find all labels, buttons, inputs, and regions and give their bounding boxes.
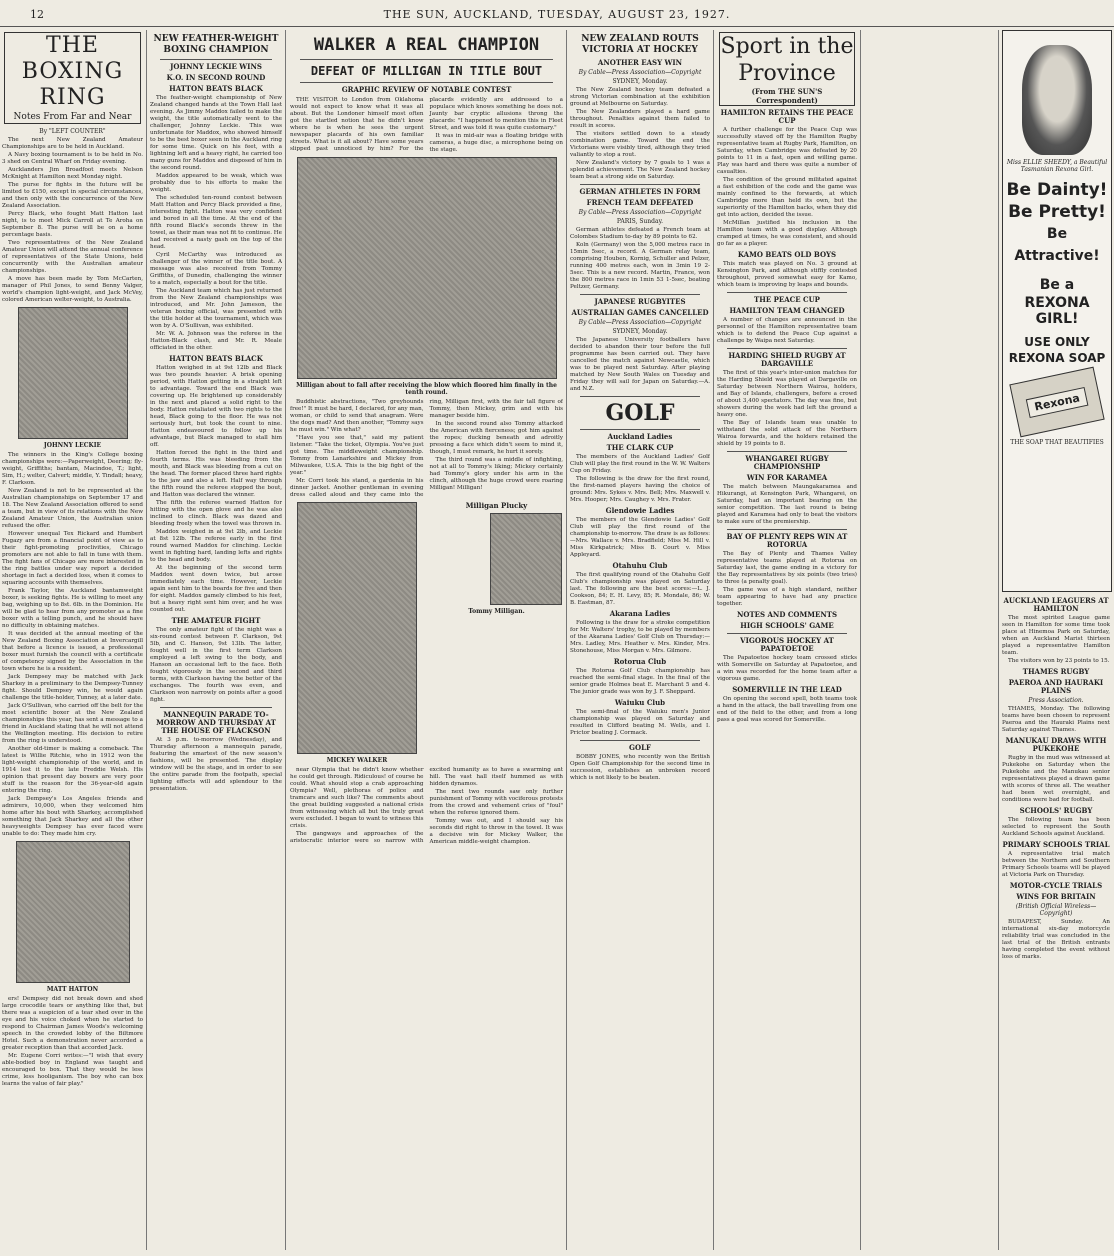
- subheadline: GOLF: [629, 743, 651, 752]
- article-paragraph: The next two rounds saw only further punishment of Tommy with vociferous protests from the crowd and vehement cries of "foul" when the referee ignored them.: [429, 789, 563, 816]
- article-paragraph: Mr. W. A. Johnson was the referee in the Hatton-Black clash, and Mr. R. Meale officiated in the other.: [150, 331, 282, 351]
- tommy-milligan-photo: [490, 513, 562, 605]
- column-rule: [998, 30, 999, 1250]
- article-paragraph: A further challenge for the Peace Cup was successfully staved off by the Hamilton Rugby representative team at Rugby Park, Hamilton, on Saturday, when Cambridge was defeated by 20 points to 11 in a fast, open and willing game. Play was hard and there was quite a number of casualties.: [717, 127, 857, 175]
- ad-tagline: THE SOAP THAT BEAUTIFIES: [1010, 439, 1104, 446]
- article-paragraph: The Papatoetoe hockey team crossed sticks with Somerville on Saturday at Papatoetoe, and a win was recorded for the home team after a vigorous game.: [717, 655, 857, 682]
- article-paragraph: McMillan justified his inclusion in the Hamilton team with a good display. Although cramped at times, he was consistent, and should go far as a player.: [717, 220, 857, 247]
- mickey-walker-figure: [290, 499, 424, 767]
- column-rule: [566, 30, 567, 1250]
- article-paragraph: The most spirited League game seen in Hamilton for some time took place at Hinemoa Park on Saturday, when an Auckland Marist thirteen played a representative Hamilton team.: [1002, 615, 1110, 656]
- divider: [727, 451, 847, 452]
- article-paragraph: Koln (Germany) won the 5,000 metres race in 15min 5sec, a record. A German relay team, comprising Houben, Kornig, Schuller and Pelzer, running 400 metres each, won in 3min 19 2-5sec. This is a new record. Martin, France, won the 800 metres race in 1min 53 1-5sec, beating Peltzer, Germany.: [570, 242, 710, 290]
- article-paragraph: German athletes defeated a French team at Colombes Stadium to-day by 89 points to 62.: [570, 227, 710, 240]
- article-paragraph: This match was played on No. 3 ground at Kensington Park, and although stiffly contested throughout, proved somewhat easy for Kamo, which team is improving by leaps and bounds.: [717, 261, 857, 288]
- divider: [580, 184, 700, 185]
- article-paragraph: Maddox weighed in at 9st 2lb, and Leckie at 8st 12lb. The referee early in the first round warned Maddox for clinching. Leckie went in fighting hard, landing lefts and rights to the head and body.: [150, 529, 282, 563]
- article-paragraph: The purse for fights in the future will be limited to £150, except in special circumstances, and then only with the concurrence of the New Zealand Association.: [2, 182, 143, 209]
- subheadline-graphic: GRAPHIC REVIEW OF NOTABLE CONTEST: [341, 85, 512, 94]
- article-paragraph: Jack Dempsey's Los Angeles friends and admirers, 10,000, when they welcomed him home after his bout with Sharkey, accomplished something that Jack Sharkey and all the other heavyweights Dempsey has ever faced were unable to do: They made him cry.: [2, 796, 143, 837]
- article-paragraph: Hatton forced the fight in the third and fourth terms. His was bleeding from the mouth, and Black was bleeding from a cut on the head. The former placed three hard rights to the jaw and also a left. Half way through the fifth round the referee stopped the bout, and Hatton was declared the winner.: [150, 450, 282, 498]
- subheadline-defeat: DEFEAT OF MILLIGAN IN TITLE BOUT: [310, 64, 543, 78]
- article-paragraph: The feather-weight championship of New Zealand changed hands at the Town Hall last evening. As Jimmy Maddox failed to make the weight, the title automatically went to the challenger, Johnny Leckie. This was unfortunate for Maddox, who showed himself to be the best boxer seen in the Auckland ring for some time. Quick on his feet, with a lightning left and a heavy right, he carried too many guns for Maddox and disposed of him in the second round.: [150, 95, 282, 171]
- boxing-ring-title: THE BOXING RING: [21, 33, 124, 110]
- article-paragraph: The New Zealanders played a hard game throughout. Penalties against them failed to result in scores.: [570, 109, 710, 129]
- subheadline: AUSTRALIAN GAMES CANCELLED: [571, 308, 709, 317]
- subheadline: AUCKLAND LEAGUERS AT HAMILTON: [1003, 596, 1109, 613]
- photo-caption: JOHNNY LECKIE: [43, 442, 102, 449]
- subheadline: THAMES RUGBY: [1022, 667, 1090, 676]
- subheadline: SCHOOLS' RUGBY: [1019, 806, 1093, 815]
- column-rule: [713, 30, 714, 1250]
- article-paragraph: Hatton weighed in at 9st 12lb and Black was two pounds heavier. A brisk opening period, with Hatton getting in a straight left to advantage. Toward the end Black was covering up. He brightened up considerably in the next and placed a solid right to the body. Hatton retaliated with two rights to the head, Black going to the floor. He was not seriously hurt, but took the count to nine. Hatton endeavoured to follow up his advantage, but Black managed to stall him off.: [150, 365, 282, 448]
- article-paragraph: Mr. Corri took his stand, a gardenia in his dinner jacket. Another gentleman in evening dress called aloud and they came into the ring, Milligan first, with the fair tall figure of Tommy, then Mickey, grim and with his manager beside him.: [290, 399, 563, 498]
- photo-row: [290, 499, 563, 767]
- ad-slogan: Be a: [1039, 277, 1075, 293]
- column-rule: [860, 30, 861, 1250]
- subheadline: THE AMATEUR FIGHT: [171, 616, 261, 625]
- article-paragraph: The game was of a high standard, neither team appearing to have had any practice together.: [717, 587, 857, 607]
- subheadline: THE PEACE CUP: [754, 295, 820, 304]
- subheadline: WINS FOR BRITAIN: [1016, 892, 1096, 901]
- byline: By Cable—Press Association—Copyright: [578, 319, 702, 326]
- article-paragraph: "Have you see that," said my patient listener. "Take the ticket, Olympia. You've just got time. The middleweight championship. Tommy from Lanarkshire and Mickey from Milwaukee, U.S.A. This is the big fight of the year.": [290, 435, 424, 476]
- matt-hatton-photo: [16, 841, 130, 983]
- milligan-figure: [430, 499, 563, 618]
- subheadline: PAEROA AND HAURAKI PLAINS: [1008, 678, 1104, 695]
- divider: [727, 633, 847, 634]
- subheadline: HIGH SCHOOLS' GAME: [740, 621, 834, 630]
- subheadline: WIN FOR KARAMEA: [746, 473, 828, 482]
- column-sport-province: [717, 30, 857, 1245]
- subheadline: JAPANESE RUGBYITES: [594, 297, 686, 306]
- article-paragraph: The Rotorua Golf Club championship has reached the semi-final stage. In the final of the senior grade Holmes beat E. Marchant 5 and 4. The junior grade was won by J. F. Sheppard.: [570, 668, 710, 695]
- article-paragraph: BUDAPEST, Sunday. An international six-day motorcycle reliability trial was concluded in the last trial of the British entrants having completed the event without loss of marks.: [1002, 919, 1110, 960]
- ad-slogan: Be Pretty!: [1008, 202, 1106, 222]
- article-paragraph: Percy Black, who fought Matt Hatton last night, is to meet Mick Carroll at Te Aroha on September 8. The purse will be on a home percentage basis.: [2, 211, 143, 238]
- byline: By "LEFT COUNTER": [39, 128, 106, 135]
- dateline: SYDNEY, Monday.: [612, 78, 668, 85]
- article-paragraph: The Auckland team which has just returned from the New Zealand championships was introduced, and Mr. John Jameson, the veteran boxing official, was presented with the title holder at the tournament, which was won by A. O'Sullivan, was exhibited.: [150, 288, 282, 329]
- subheadline: SOMERVILLE IN THE LEAD: [732, 685, 842, 694]
- subheadline: Otahuhu Club: [612, 561, 668, 570]
- article-paragraph: The first qualifying round of the Otahuhu Golf Club's championship was played on Saturday last. The following are the best scores:—L. J. Cookson, 84; E. H. Levy, 85; R. Mondale, 86; W. B. Eastman, 87.: [570, 572, 710, 606]
- article-paragraph: Two representatives of the New Zealand Amateur Union will attend the annual conference of representatives of the State Unions, held concurrently with the Australian amateur championships.: [2, 240, 143, 274]
- article-paragraph: The Bay of Plenty and Thames Valley representative teams played at Rotorua on Saturday last, the game ending in a victory for the Bay representatives by six points (two tries) to three (a penalty goal).: [717, 551, 857, 585]
- article-paragraph: The third round was a middle of infighting, not at all to Tommy's liking; Mickey certainly had Tommy's glory under his arm in the clinch, although the huge crowd were roaring Milligan! Milligan!: [429, 457, 563, 491]
- article-paragraph: Frank Taylor, the Auckland bantamweight boxer, is seeking fights. He is willing to meet any bag, weighing up to 8st. 6lb. in the Dominion. He will be glad to hear from any promoter as a fine boxer with a telling punch, and he should have no difficulty in obtaining matches.: [2, 588, 143, 629]
- subheadline: THE CLARK CUP: [606, 443, 674, 452]
- dateline: PARIS, Sunday.: [616, 218, 664, 225]
- article-paragraph: A move has been made by Tom McCarten, manager of Phil Jones, to send Benny Valger, world's champion light-weight, and Jack McVey, colored American welter-weight, to Australia.: [2, 276, 143, 303]
- masthead-title: THE SUN, AUCKLAND, TUESDAY, AUGUST 23, 1927.: [383, 8, 731, 21]
- soap-label: Rexona: [1026, 386, 1088, 417]
- subheadline: Akarana Ladies: [609, 609, 671, 618]
- article-paragraph: The following team has been selected to represent the South Auckland Schools against Auckland.: [1002, 817, 1110, 837]
- article-paragraph: The members of the Glendowie Ladies' Golf Club will play the first round of the championship to-morrow. The draw is as follows:—Mrs. Wallace v. Mrs. Bradfield; Miss M. Hill v. Miss Kirkpatrick; Miss B. Court v. Miss Appleyard.: [570, 517, 710, 558]
- subheadline: NOTES AND COMMENTS: [736, 610, 838, 619]
- johnny-leckie-photo: [18, 307, 128, 439]
- dateline: SYDNEY, Monday.: [612, 328, 668, 335]
- article-paragraph: Maddox appeared to be weak, which was probably due to his efforts to make the weight.: [150, 173, 282, 193]
- divider: [580, 294, 700, 295]
- mickey-walker-photo: [297, 502, 417, 754]
- article-paragraph: The Bay of Islands team was unable to withstand the solid attack of the Northern Wairoa forwards, and the holders retained the shield by 19 points to 8.: [717, 420, 857, 447]
- column-feather-weight: [150, 30, 282, 1245]
- rexona-advertisement: [1002, 30, 1112, 592]
- subheadline: ANOTHER EASY WIN: [597, 58, 683, 67]
- article-paragraph: Another old-timer is making a comeback. The latest is Willie Ritchie, who in 1912 won the light-weight championship of the world, and in 1914 lost it to the late Freddie Welsh. His opinion that present day boxers are very poor stuff is the reason for the 36-year-old again entering the ring.: [2, 746, 143, 794]
- photo-caption: MATT HATTON: [46, 986, 99, 993]
- boxing-ring-subtitle: Notes From Far and Near: [13, 112, 132, 122]
- headline: NEW ZEALAND ROUTS VICTORIA AT HOCKEY: [581, 34, 699, 55]
- subheadline: BAY OF PLENTY REPS WIN AT ROTORUA: [726, 532, 848, 549]
- article-paragraph: The fifth the referee warned Hatton for hitting with the open glove and he was also inclined to clinch. Black was dazed and bleeding freely when the towel was thrown in.: [150, 500, 282, 527]
- subheadline: HAMILTON RETAINS THE PEACE CUP: [720, 108, 854, 125]
- article-paragraph: Following is the draw for a stroke competition for Mr. Walters' trophy, to be played by members of the Akarana Ladies' Golf Club on Thursday:—Mrs. Ladley, Mrs. Heather v. Mrs. Kinder, Mrs. Stonehouse, Miss Morgan v. Mrs. Gilmore.: [570, 620, 710, 654]
- article-paragraph: A representative trial match between the Northern and Southern Primary Schools teams will be played at Victoria Park on Thursday.: [1002, 851, 1110, 878]
- article-paragraph: New Zealand's victory by 7 goals to 1 was a splendid achievement. The New Zealand hockey team beat a strong side on Saturday.: [570, 160, 710, 180]
- article-paragraph: The first of this year's inter-union matches for the Harding Shield was played at Dargaville on Saturday between Northern Wairoa, holders, and Bay of Islands, challengers, before a crowd of about 3,400 spectators. The day was fine, but showers during the week had left the ground a heavy one.: [717, 370, 857, 418]
- article-paragraph: THE VISITOR to London from Oklahoma would not expect to know what it was all about. But the Londoner himself most often got the startled notion that he didn't know where he is when he sees the urgent newspaper placards of his own familiar streets. What is it all about? Have some years slipped past unnoticed by him? For the placards evidently are addressed to a populace which knows something he does not. Jaunty bar cryptic allusions throng the placards: "I happened to mention this in Fleet Street, and was told it was quite customary.": [290, 97, 563, 152]
- subheadline: JOHNNY LECKIE WINS: [170, 62, 262, 71]
- byline: By Cable—Press Association—Copyright: [578, 209, 702, 216]
- article-paragraph: It was decided at the annual meeting of the New Zealand Boxing Association at Invercargill that before a licence is issued, a professional boxer must furnish the council with a certificate of competency signed by the Association in the town where he is a resident.: [2, 631, 143, 672]
- divider: [300, 59, 553, 60]
- subheadline: Glendowie Ladies: [605, 506, 675, 515]
- divider: [580, 740, 700, 741]
- article-paragraph: The following is the draw for the first round, the first-named players having the choice of ground: Mrs. Sykes v. Mrs. Bell; Mrs. Maxwell v. Mrs. Hooper; Mrs. Caughey v. Mrs. Frater.: [570, 476, 710, 503]
- ad-slogan: Be Attractive!: [1014, 226, 1100, 264]
- ad-slogan: REXONA SOAP: [1008, 351, 1106, 365]
- article-paragraph: The scheduled ten-round contest between Matt Hatton and Percy Black provided a fine, interesting fight. Hatton was very confident and bored in all the time. At the end of the fifth round Black's seconds threw in the towel, as their man was not fit to continue. He had received a nasty gash on the top of the head.: [150, 195, 282, 250]
- article-paragraph: The visitors won by 23 points to 15.: [1008, 658, 1110, 664]
- subheadline: MOTOR-CYCLE TRIALS: [1009, 881, 1103, 890]
- model-portrait: [1022, 45, 1092, 155]
- article-paragraph: near Olympia that he didn't know whether he could get through. Ridiculous! of course he could. What should stop a crab approaching Olympia? Well, plethoras of police and tramcars and such like? The comments about the great building suggested a national crisis from witnessing which all but the truly great were excluded. I began to want to witness this crisis.: [290, 767, 424, 829]
- divider: [727, 348, 847, 349]
- article-paragraph: New Zealand is not to be represented at the Australian championships on September 17 and 18. The New Zealand Association offered to send a team, but in view of its relations with the New Zealand Amateur Union, the Australian union refused the offer.: [2, 488, 143, 529]
- sport-province-subtitle: (From THE SUN'S Correspondent): [751, 87, 823, 105]
- photo-caption: Milligan about to fall after receiving the blow which floored him finally in the tenth round.: [296, 382, 557, 396]
- column-rule: [146, 30, 147, 1250]
- article-paragraph: THAMES, Monday. The following teams have been chosen to represent Paeroa and the Hauraki Plains next Saturday against Thames.: [1002, 706, 1110, 733]
- sport-province-title: Sport in the Province: [720, 34, 854, 86]
- article-paragraph: At the beginning of the second term Maddox went down twice, but arose immediately each time. However, Leckie again sent him to the boards for five and then for eight. Maddox gamely climbed to his feet, but a heavy right sent him over, and he was counted out.: [150, 565, 282, 613]
- sport-province-header: [719, 32, 855, 106]
- article-paragraph: The next New Zealand Amateur Championships are to be held in Auckland.: [2, 137, 143, 150]
- article-paragraph: The only amateur fight of the night was a six-round contest between F. Clarkson, 9st 5lb, and C. Hanson, 9st 13lb. The latter, fought well in the first term Clarkson employed a left swing to the body, and Hanson an occasional left to the face. Both fought vigorously in the second and third terms, with Clarkson having the better of the exchanges. The fourth was even, and Clarkson won narrowly on points after a good fight.: [150, 627, 282, 703]
- column-boxing-ring: [2, 30, 143, 1245]
- subheadline: GERMAN ATHLETES IN FORM: [579, 187, 701, 196]
- article-paragraph: At 3 p.m. to-morrow (Wednesday), and Thursday afternoon a mannequin parade, featuring the smartest of the new season's fashions, will be presented. The display window will be the stage, and in order to see the entire parade from the footpath, special lighting effects will add splendour to the presentation.: [150, 737, 282, 792]
- subheadline: K.O. IN SECOND ROUND: [166, 73, 266, 82]
- divider: [300, 82, 553, 83]
- article-paragraph: Jack O'Sullivan, who carried off the belt for the most scientific boxer at the New Zealand championships this year, has sent a message to a friend in Auckland stating that he will not attend the Wellington meeting. His decision to retire from the ring is understood.: [2, 703, 143, 744]
- divider: [160, 59, 272, 60]
- article-paragraph: Jack Dempsey may be matched with Jack Sharkey in a preliminary to the Dempsey-Tunney fight. Should Dempsey win, he would again challenge the title-holder, Tunney, at a later date.: [2, 674, 143, 701]
- subheadline: Waiuku Club: [614, 698, 666, 707]
- divider: [727, 292, 847, 293]
- article-paragraph: The winners in the King's College boxing championships were:—Paperweight, Deering; fly-weight, Griffiths; bantam, Macindoe, T.; light, Sim, H.; welter, Calvert; middle, Y. Tindall; heavy, F. Clarkson.: [2, 452, 143, 486]
- article-paragraph: The members of the Auckland Ladies' Golf Club will play the first round in the W. W. Walters Cup on Friday.: [570, 454, 710, 474]
- photo-caption: Tommy Milligan.: [468, 608, 525, 615]
- article-paragraph: A Navy boxing tournament is to be held in No. 3 shed on Central Wharf on Friday evening.: [2, 152, 143, 165]
- article-body: [290, 767, 563, 846]
- subheadline: VIGOROUS HOCKEY AT PAPATOETOE: [740, 636, 834, 653]
- fight-photo: [297, 157, 557, 379]
- article-paragraph: On opening the second spell, both teams took a hand in the attack, the ball travelling from one end of the field to the other, and from a long pass a goal was scored for Somerville.: [717, 696, 857, 723]
- article-paragraph: However unequal Tex Rickard and Humbert Fugazy are from a financial point of view as to their fight-promoting proclivities, Chicago promoters are not able to fall in tune with them. The fight fans of Chicago are more interested in the ring battles under way report a decided shortage in fact a decided loss, when it comes to squaring accounts with themselves.: [2, 531, 143, 586]
- subheadline: HATTON BEATS BLACK: [169, 354, 263, 363]
- article-paragraph: The Japanese University footballers have decided to abandon their tour before the full programme has been carried out. They have cancelled the match against Newcastle, which was to be played next Saturday. After playing matched by New South Wales on Tuesday and Friday they will sail for Japan on Saturday.—A. and N.Z.: [570, 337, 710, 392]
- boxing-ring-header: [4, 32, 141, 124]
- subheadline: Rotorua Club: [613, 657, 667, 666]
- subheadline: WHANGAREI RUGBY CHAMPIONSHIP: [745, 454, 829, 471]
- article-body: [290, 399, 563, 499]
- article-paragraph: Buddhistic abstractions, "Two greyhounds free!" It must be hard, I declared, for any man, woman, or child to send that anagram. Were the dogs mad? And then another, "Tommy says he must win." Win what?: [290, 399, 424, 433]
- article-paragraph: The New Zealand hockey team defeated a strong Victorian combination at the exhibition ground at Melbourne on Saturday.: [570, 87, 710, 107]
- article-paragraph: The gangways and approaches of the aristocratic interior were so narrow with excited humanity as to have a swarming ant hill. The vast hall itself hummed as with hidden dynamos.: [290, 767, 563, 844]
- divider: [580, 396, 700, 397]
- subheadline: HAMILTON TEAM CHANGED: [729, 306, 845, 315]
- subheadline: HARDING SHIELD RUGBY AT DARGAVILLE: [728, 351, 846, 368]
- article-paragraph: Rugby in the mud was witnessed at Pukekohe on Saturday when the Pukekohe and the Manukau senior representatives played a drawn game with scores of three all. The weather had been wet overnight, and conditions were bad for football.: [1002, 755, 1110, 803]
- byline: (British Official Wireless—Copyright): [1015, 903, 1097, 917]
- byline: By Cable—Press Association—Copyright: [578, 69, 702, 76]
- subheadline: HATTON BEATS BLACK: [169, 84, 263, 93]
- headline-walker: WALKER A REAL CHAMPION: [313, 35, 540, 55]
- article-paragraph: Tommy was out, and I should say his seconds did right to throw in the towel. It was a decisive win for Mickey Walker, the American middle-weight champion.: [429, 818, 563, 845]
- divider: [580, 429, 700, 430]
- masthead: [0, 0, 1114, 27]
- article-paragraph: BOBBY JONES, who recently won the British Open Golf Championship for the second time in succession, establishes an unbroken record which is not likely to be beaten.: [570, 754, 710, 781]
- article-paragraph: A number of changes are announced in the personnel of the Hamilton representative team which is to defend the Peace Cup against a challenge by Waipa next Saturday.: [717, 317, 857, 344]
- article-paragraph: It was in mid-air was a floating bridge with cameras, a huge disc, a microphone being on the stage.: [429, 133, 563, 153]
- subheadline: MANNEQUIN PARADE TO-MORROW AND THURSDAY AT THE HOUSE OF FLACKSON: [156, 710, 276, 735]
- page-number: 12: [30, 8, 44, 21]
- article-paragraph: The condition of the ground militated against a fast exhibition of the code and the game was mainly confined to the forwards, at which Cambridge more than held its own, but the superiority of the Hamilton backs, when they did get into action, decided the issue.: [717, 177, 857, 218]
- article-paragraph: The semi-final of the Waiuku men's Junior championship was played on Saturday and resulted in Clifford beating M. Wells, and I. Prictor beating J. Cormack.: [570, 709, 710, 736]
- article-paragraph: The match between Maungakaramea and Hikurangi, at Kensington Park, Whangarei, on Saturday, had an important bearing on the senior competition. The last round is being played and Karamea had only to beat the visitors to make sure of the premiership.: [717, 484, 857, 525]
- subheadline: KAMO BEATS OLD BOYS: [737, 250, 837, 259]
- photo-caption: MICKEY WALKER: [326, 757, 388, 764]
- ad-slogan: REXONA GIRL!: [1024, 295, 1090, 327]
- ad-caption: Miss ELLIE SHEEDY, a Beautiful Tasmanian Rexona Girl.: [1006, 159, 1108, 173]
- byline: Press Association.: [1028, 697, 1084, 704]
- article-paragraph: Aucklanders Jim Broadfoot meets Nelson McKnight at Hamilton next Monday night.: [2, 167, 143, 180]
- article-body: [290, 97, 563, 154]
- subheadline: FRENCH TEAM DEFEATED: [586, 198, 694, 207]
- divider: [160, 707, 272, 708]
- soap-bar-illustration: [1009, 367, 1104, 438]
- article-paragraph: The visitors settled down to a steady combination game. Toward the end the Victorians were visibly tired, although they tried valiantly to stop a rout.: [570, 131, 710, 158]
- column-hockey-golf: [570, 30, 710, 1245]
- article-paragraph: Cyril McCarthy was introduced as challenger of the winner of the title bout. A message was also received from Tommy Griffiths, of Dunedin, challenging the winner to a match, especially a bout for the title.: [150, 252, 282, 286]
- article-paragraph: Mr. Eugene Corri writes:—"I wish that every able-bodied boy in England was taught and encouraged to box. That they would be less crime, less hooliganism. The boy who can box learns the value of fair play.": [2, 1053, 143, 1087]
- divider: [727, 529, 847, 530]
- subheadline: MANUKAU DRAWS WITH PUKEKOHE: [1005, 736, 1107, 753]
- ad-slogan: USE ONLY: [1024, 335, 1090, 349]
- article-paragraph: In the second round also Tommy attacked the American with fierceness; got him against the ropes; ducking beneath and adroitly pressing a face which didn't seem to mind it, though, I must remark, he hurt it sorely.: [429, 421, 563, 455]
- ad-slogan: Be Dainty!: [1006, 180, 1108, 200]
- subheadline: PRIMARY SCHOOLS TRIAL: [1002, 840, 1110, 849]
- golf-heading: GOLF: [605, 400, 675, 426]
- headline: NEW FEATHER-WEIGHT BOXING CHAMPION: [153, 34, 279, 55]
- column-walker-champion: [290, 30, 563, 1245]
- column-rule: [285, 30, 286, 1250]
- subheadline: Milligan Plucky: [465, 501, 528, 510]
- column-rugby-league: [1002, 594, 1110, 1244]
- article-paragraph: ers! Dempsey did not break down and shed large crocodile tears or anything like that, but there was a suspicion of a tear shed over in the eye and his voice choked when he started to respond to Chairman James Woods's welcoming speech in the crowded lobby of the Biltmore Hotel. Such a demonstration never accorded a greater reception than that accorded Jack.: [2, 996, 143, 1051]
- subheadline: Auckland Ladies: [607, 432, 673, 441]
